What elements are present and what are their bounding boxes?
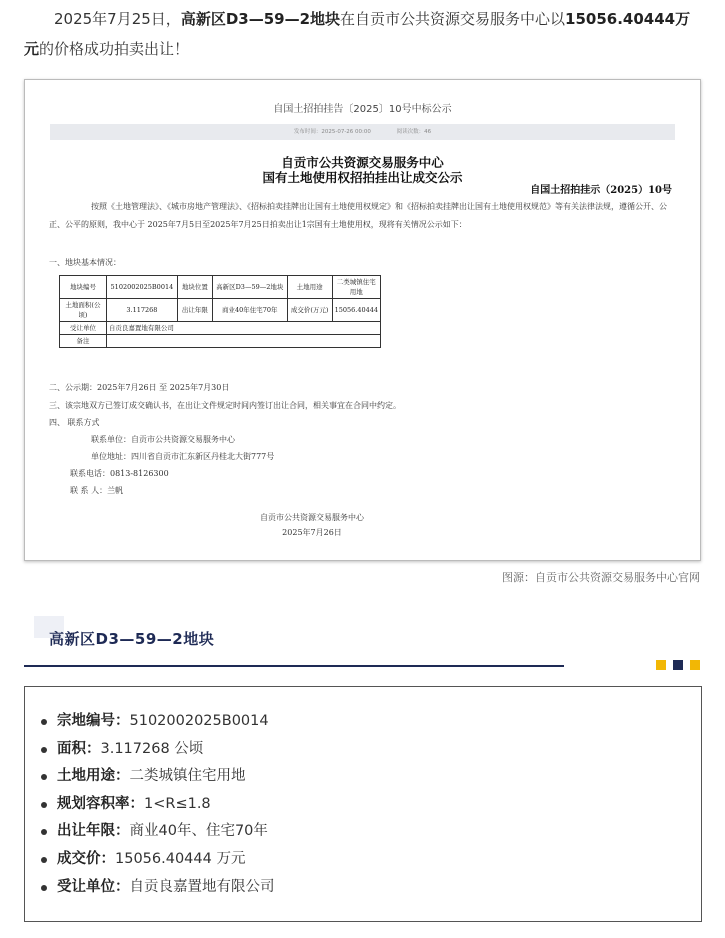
detail-value: 商业40年、住宅70年 [129,823,268,840]
notice-meta-views: 阅读次数：46 [396,129,432,135]
bullet-icon [41,857,47,863]
title-underline [24,665,564,667]
detail-value: 3.117268 公顷 [100,740,204,757]
notice-meta-date: 发布时间：2025-07-26 00:00 [293,129,371,135]
notice-contact-person: 联 系 人：兰帆 [70,486,124,495]
intro-date: 2025年7月25日， [54,10,181,28]
detail-label: 成交价： [57,850,115,867]
detail-label: 受让单位： [57,878,130,895]
table-row [60,322,381,335]
parcel-table [59,275,381,348]
notice-contact-addr: 单位地址：四川省自贡市汇东新区丹桂北大街777号 [91,452,275,461]
notice-section2: 二、公示期：2025年7月26日 至 2025年7月30日 [49,383,230,392]
detail-value: 15056.40444 万元 [115,850,246,867]
detail-label: 宗地编号： [57,713,130,729]
section-title: 高新区D3—59—2地块 [49,630,215,648]
bullet-icon [41,774,47,780]
notice-contact-unit: 联系单位：自贡市公共资源交易服务中心 [91,435,235,444]
table-cell: 成交价(万元) [287,299,332,322]
notice-doc-number: 自国土招拍挂示（2025）10号 [530,185,672,196]
notice-screenshot [24,79,701,561]
table-cell: 5102002025B0014 [106,276,177,299]
table-row [60,299,381,322]
details-box [24,686,702,922]
notice-section3: 三、该宗地双方已签订成交确认书，在出让文件规定时间内签订出让合同，相关事宜在合同中约定。 [49,401,401,410]
detail-label: 出让年限： [57,823,130,840]
detail-label: 土地用途： [57,768,130,785]
notice-top-title: 自国土招拍挂告〔2025〕10号中标公示 [273,104,452,115]
notice-contact-phone: 联系电话：0813-8126300 [70,469,169,478]
list-item [39,791,275,819]
list-item [39,818,275,846]
table-row [60,276,381,299]
table-cell: 商业40年住宅70年 [212,299,287,322]
intro-result: 的价格成功拍卖出让！ [39,40,190,58]
notice-footer-date: 2025年7月26日 [282,528,342,537]
decor-square-navy [673,660,683,670]
table-cell: 出让年限 [177,299,212,322]
decor-square-gold [656,660,666,670]
table-cell: 受让单位 [60,322,107,335]
bullet-icon [41,747,47,753]
list-item [39,708,275,736]
table-row [60,335,381,348]
list-item [39,874,275,902]
list-item [39,763,275,791]
intro-paragraph [24,4,704,64]
list-item [39,846,275,874]
detail-value: 5102002025B0014 [129,713,269,729]
table-cell [106,335,380,348]
detail-value: 自贡良嘉置地有限公司 [129,878,275,895]
bullet-icon [41,802,47,808]
notice-section1: 一、地块基本情况： [49,258,121,267]
details-list [39,708,275,901]
bullet-icon [41,829,47,835]
notice-body: 按照《土地管理法》、《城市房地产管理法》、《招标拍卖挂牌出让国有土地使用权规定》和《招标拍卖挂牌出让国有土地使用权规范》等有关法律法规，遵循公开、公正、公平的原则，我中心于 2025年7月5日至2025年7月25日拍卖出让1宗国有土地使用权，现将有关情况公示如下： [49,202,667,229]
detail-value: 1<R≤1.8 [144,795,211,812]
image-caption: 图源：自贡市公共资源交易服务中心官网 [502,571,700,584]
detail-value: 二类城镇住宅用地 [129,768,246,785]
table-cell: 15056.40444 [332,299,380,322]
table-cell: 3.117268 [106,299,177,322]
intro-price: 15056.40444万元 [24,10,691,58]
notice-title-line1: 自贡市公共资源交易服务中心 [281,155,444,170]
table-cell: 土地面积(公顷) [60,299,107,322]
notice-title-line2: 国有土地使用权招拍挂出让成交公示 [262,170,463,185]
intro-venue: 在自贡市公共资源交易服务中心以 [340,10,566,28]
table-cell: 土地用途 [287,276,332,299]
table-cell: 地块编号 [60,276,107,299]
notice-meta-bar [50,124,675,140]
bullet-icon [41,719,47,725]
table-cell: 自贡良嘉置地有限公司 [106,322,380,335]
notice-section4: 四、 联系方式 [49,418,100,427]
intro-plot: 高新区D3—59—2地块 [180,10,341,28]
detail-label: 规划容积率： [57,795,144,812]
list-item [39,736,275,764]
detail-label: 面积： [57,740,101,757]
bullet-icon [41,885,47,891]
table-cell: 地块位置 [177,276,212,299]
table-cell: 二类城镇住宅用地 [332,276,380,299]
table-cell: 高新区D3—59—2地块 [212,276,287,299]
decor-square-gold [690,660,700,670]
table-cell: 备注 [60,335,107,348]
notice-footer-org: 自贡市公共资源交易服务中心 [260,513,364,522]
